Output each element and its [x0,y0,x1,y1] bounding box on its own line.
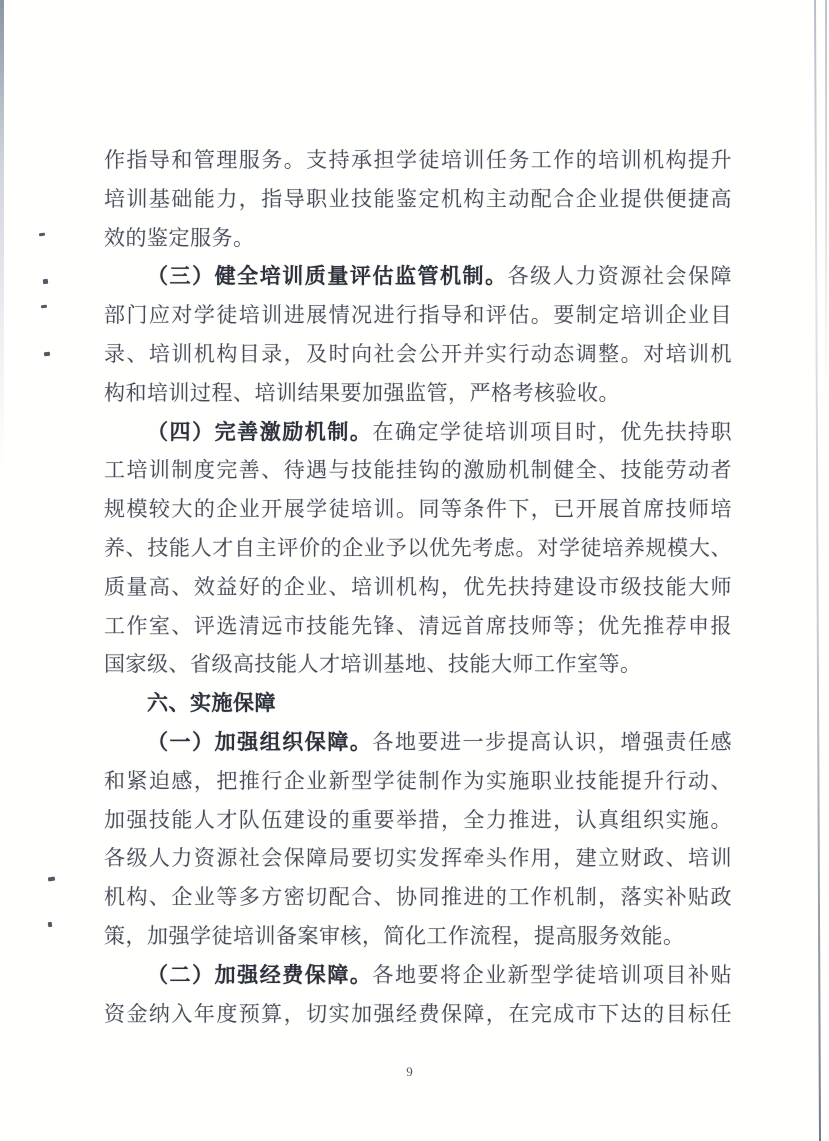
text-line [104,490,732,529]
heading-text: （三）健全培训质量评估监管机制。 [147,264,508,289]
body-text: 录、培训机构目录，及时向社会公开并实行动态调整。对培训机 [104,341,732,366]
ink-speck [48,877,55,882]
text-line [104,607,732,646]
body-text: 培训基础能力，指导职业技能鉴定机构主动配合企业提供便捷高 [104,186,732,211]
text-line [104,995,732,1034]
text-line [104,296,732,335]
text-line [104,684,732,723]
text-line [104,762,732,801]
body-text: 作指导和管理服务。支持承担学徒培训任务工作的培训机构提升 [104,148,732,172]
text-line [104,451,732,490]
text-line [104,956,732,995]
body-text: 国家级、省级高技能人才培训基地、技能大师工作室等。 [104,652,642,677]
body-text: 质量高、效益好的企业、培训机构，优先扶持建设市级技能大师 [104,574,732,599]
body-text: 效的鉴定服务。 [104,225,255,250]
body-text: 各地要进一步提高认识，增强责任感 [372,729,733,754]
heading-text: （二）加强经费保障。 [147,962,373,987]
body-text: 和紧迫感，把推行企业新型学徒制作为实施职业技能提升行动、 [104,768,732,793]
body-text: 养、技能人才自主评价的企业予以优先考虑。对学徒培养规模大、 [104,535,732,560]
text-line [104,257,732,296]
text-line [104,723,732,762]
text-line [104,374,732,413]
heading-text: 六、实施保障 [147,691,276,716]
text-line [104,335,732,374]
text-line [104,180,732,219]
text-line [104,413,732,452]
text-line [104,801,732,840]
scan-edge-right-outer [825,0,827,400]
text-line [104,568,732,607]
ink-speck [41,305,47,309]
text-line [104,839,732,878]
ink-speck [39,233,45,237]
text-line [104,645,732,684]
body-text: 机构、企业等多方密切配合、协同推进的工作机制，落实补贴政 [104,885,732,910]
text-line [104,878,732,917]
text-line [104,141,732,180]
body-text: 各级人力资源社会保障 [507,264,732,289]
body-text: 资金纳入年度预算，切实加强经费保障，在完成市下达的目标任 [104,1001,732,1026]
body-text: 策，加强学徒培训备案审核，简化工作流程，提高服务效能。 [104,923,685,948]
ink-speck [43,279,49,285]
text-line [104,219,732,258]
heading-text: （一）加强组织保障。 [147,729,373,754]
page-number: 9 [406,1064,413,1079]
body-text: 工培训制度完善、待遇与技能挂钩的激励机制健全、技能劳动者 [104,458,732,483]
body-text: 加强技能人才队伍建设的重要举措，全力推进，认真组织实施。 [104,807,732,832]
body-text: 各级人力资源社会保障局要切实发挥牵头作用，建立财政、培训 [104,846,732,871]
scan-edge-right [814,0,821,1141]
document-body [104,141,732,1033]
heading-text: （四）完善激励机制。 [147,419,373,444]
body-text: 部门应对学徒培训进展情况进行指导和评估。要制定培训企业目 [104,303,732,328]
ink-speck [44,352,50,357]
body-text: 在确定学徒培训项目时，优先扶持职 [372,419,733,444]
ink-speck [48,922,53,928]
scan-edge-left [0,0,4,470]
body-text: 规模较大的企业开展学徒培训。同等条件下，已开展首席技师培 [104,497,732,522]
body-text: 构和培训过程、培训结果要加强监管，严格考核验收。 [104,380,620,405]
text-line [104,529,732,568]
text-line [104,917,732,956]
body-text: 各地要将企业新型学徒培训项目补贴 [372,962,733,987]
body-text: 工作室、评选清远市技能先锋、清远首席技师等；优先推荐申报 [104,613,732,638]
